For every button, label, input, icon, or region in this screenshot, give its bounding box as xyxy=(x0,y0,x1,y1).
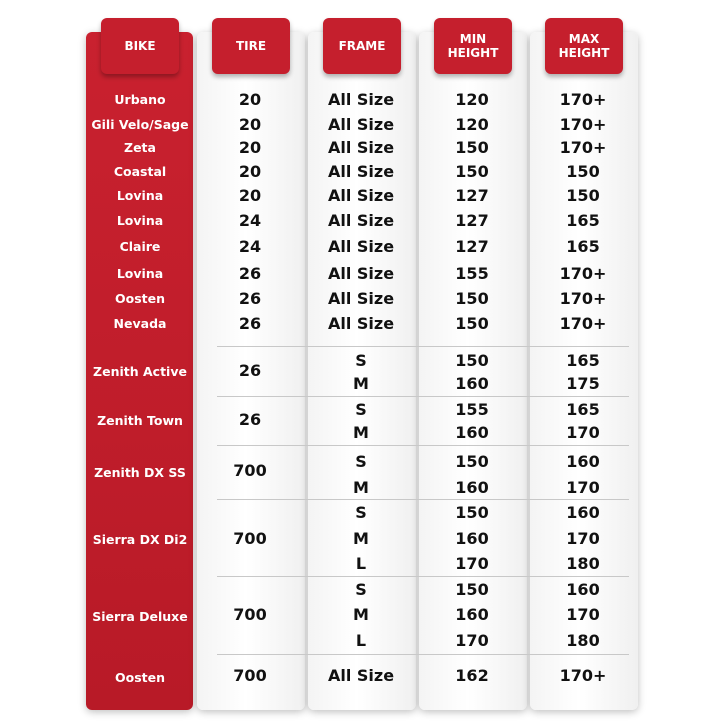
max-height: 180 xyxy=(566,631,600,650)
min-height: 150 xyxy=(455,503,489,522)
group-divider xyxy=(217,396,629,397)
frame-size: All Size xyxy=(327,162,395,181)
frame-size: M xyxy=(353,529,369,548)
max-height: 170+ xyxy=(559,90,607,109)
max-height: 160 xyxy=(566,580,600,599)
bike-name: Oosten xyxy=(114,291,165,306)
tire-size: 700 xyxy=(233,461,267,480)
frame-size: S xyxy=(355,452,367,471)
header-bike: BIKE xyxy=(101,18,179,74)
min-height: 150 xyxy=(455,452,489,471)
bike-name: Sierra DX Di2 xyxy=(92,532,188,547)
max-height: 170 xyxy=(566,423,600,442)
min-height: 160 xyxy=(455,605,489,624)
min-height: 150 xyxy=(455,162,489,181)
header-max-height: MAX HEIGHT xyxy=(545,18,623,74)
frame-size: S xyxy=(355,503,367,522)
min-height: 160 xyxy=(455,529,489,548)
min-height: 150 xyxy=(455,314,489,333)
bike-name: Zeta xyxy=(124,140,156,155)
min-height: 150 xyxy=(455,289,489,308)
min-height: 170 xyxy=(455,554,489,573)
frame-size: All Size xyxy=(327,115,395,134)
header-min-height: MIN HEIGHT xyxy=(434,18,512,74)
max-height: 170+ xyxy=(559,115,607,134)
bike-name: Urbano xyxy=(114,92,166,107)
frame-size: All Size xyxy=(327,211,395,230)
max-height: 165 xyxy=(566,211,600,230)
tire-size: 26 xyxy=(238,361,262,380)
frame-size: All Size xyxy=(327,666,395,685)
tire-size: 700 xyxy=(233,529,267,548)
min-height: 150 xyxy=(455,351,489,370)
bike-name: Zenith DX SS xyxy=(94,465,186,480)
max-height: 170 xyxy=(566,529,600,548)
max-height: 170+ xyxy=(559,138,607,157)
frame-size: M xyxy=(353,423,369,442)
bike-name: Lovina xyxy=(116,266,164,281)
min-height: 127 xyxy=(455,211,489,230)
min-height: 160 xyxy=(455,478,489,497)
frame-size: S xyxy=(355,580,367,599)
frame-size: All Size xyxy=(327,90,395,109)
max-height: 165 xyxy=(566,400,600,419)
bike-name: Zenith Active xyxy=(93,364,187,379)
min-height: 155 xyxy=(455,400,489,419)
bike-name: Coastal xyxy=(113,164,167,179)
max-height: 150 xyxy=(566,186,600,205)
tire-size: 20 xyxy=(238,90,262,109)
group-divider xyxy=(217,499,629,500)
tire-size: 24 xyxy=(238,211,262,230)
max-height: 150 xyxy=(566,162,600,181)
tire-size: 26 xyxy=(238,410,262,429)
frame-size: All Size xyxy=(327,314,395,333)
frame-size: All Size xyxy=(327,237,395,256)
frame-size: All Size xyxy=(327,186,395,205)
frame-size: M xyxy=(353,605,369,624)
bike-name: Claire xyxy=(119,239,161,254)
tire-size: 700 xyxy=(233,605,267,624)
min-height: 120 xyxy=(455,115,489,134)
tire-size: 24 xyxy=(238,237,262,256)
min-height: 170 xyxy=(455,631,489,650)
bike-name: Nevada xyxy=(113,316,167,331)
max-height: 170 xyxy=(566,605,600,624)
frame-size: All Size xyxy=(327,289,395,308)
tire-size: 26 xyxy=(238,289,262,308)
frame-size: L xyxy=(355,554,367,573)
tire-size: 26 xyxy=(238,314,262,333)
min-height: 150 xyxy=(455,138,489,157)
min-height: 160 xyxy=(455,423,489,442)
frame-size: All Size xyxy=(327,138,395,157)
max-height: 165 xyxy=(566,237,600,256)
min-height: 127 xyxy=(455,237,489,256)
bike-name: Lovina xyxy=(116,213,164,228)
max-height: 160 xyxy=(566,503,600,522)
group-divider xyxy=(217,576,629,577)
max-height: 165 xyxy=(566,351,600,370)
max-height: 170+ xyxy=(559,666,607,685)
min-height: 127 xyxy=(455,186,489,205)
header-frame: FRAME xyxy=(323,18,401,74)
min-height: 162 xyxy=(455,666,489,685)
max-height: 180 xyxy=(566,554,600,573)
max-height: 160 xyxy=(566,452,600,471)
tire-size: 20 xyxy=(238,186,262,205)
max-height: 175 xyxy=(566,374,600,393)
tire-size: 20 xyxy=(238,138,262,157)
frame-size: M xyxy=(353,478,369,497)
header-tire: TIRE xyxy=(212,18,290,74)
frame-size: S xyxy=(355,351,367,370)
tire-size: 20 xyxy=(238,162,262,181)
frame-size: S xyxy=(355,400,367,419)
frame-size: L xyxy=(355,631,367,650)
bike-name: Zenith Town xyxy=(97,413,183,428)
group-divider xyxy=(217,654,629,655)
max-height: 170+ xyxy=(559,314,607,333)
tire-size: 26 xyxy=(238,264,262,283)
bike-name: Gili Velo/Sage xyxy=(91,117,189,132)
tire-size: 700 xyxy=(233,666,267,685)
frame-size: M xyxy=(353,374,369,393)
max-height: 170+ xyxy=(559,264,607,283)
group-divider xyxy=(217,445,629,446)
min-height: 150 xyxy=(455,580,489,599)
max-height: 170 xyxy=(566,478,600,497)
min-height: 160 xyxy=(455,374,489,393)
bike-name: Lovina xyxy=(116,188,164,203)
tire-size: 20 xyxy=(238,115,262,134)
min-height: 120 xyxy=(455,90,489,109)
bike-name: Oosten xyxy=(114,670,165,685)
max-height: 170+ xyxy=(559,289,607,308)
group-divider xyxy=(217,346,629,347)
min-height: 155 xyxy=(455,264,489,283)
bike-name: Sierra Deluxe xyxy=(92,609,188,624)
frame-size: All Size xyxy=(327,264,395,283)
